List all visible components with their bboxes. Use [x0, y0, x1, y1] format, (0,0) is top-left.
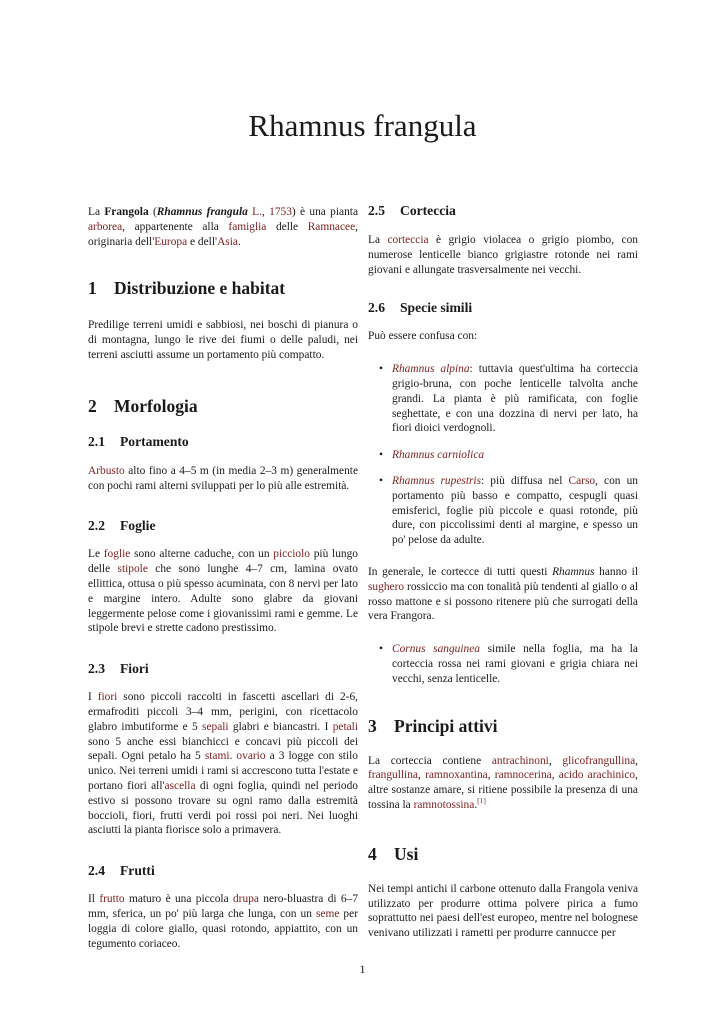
- section-title: Distribuzione e habitat: [114, 278, 286, 299]
- section-heading: [368, 843, 638, 865]
- text: alto fino a 4–5 m (in media 2–3 m) generalmente con pochi rami alterni sviluppati per lo più alle estremità.: [88, 464, 358, 492]
- subsection-number: 2.1: [88, 433, 105, 449]
- text: ,: [548, 754, 563, 767]
- link-sepali[interactable]: sepali: [202, 720, 229, 733]
- subsection-heading: [88, 433, 358, 451]
- link-ramnotossina[interactable]: ramnotossina: [413, 798, 475, 811]
- text: I: [88, 691, 98, 704]
- link-glicofrangullina[interactable]: glicofrangullina: [562, 754, 636, 767]
- link-foglie[interactable]: foglie: [103, 548, 131, 561]
- bullet-icon: •: [379, 449, 383, 462]
- text: maturo è una piccola: [124, 893, 233, 906]
- text: è grigio violacea o grigio piombo, con numerose lenticelle bianco grigiastre rotonde nei rami giovani e allungate trasversalmente nei vecchi.: [368, 234, 638, 276]
- link-famiglia[interactable]: famiglia: [228, 220, 267, 233]
- text: Le: [88, 548, 104, 561]
- link-linnaeus[interactable]: L.: [252, 206, 262, 218]
- link-seme[interactable]: seme: [315, 907, 340, 920]
- article-title: Rhamnus frangula: [248, 108, 477, 143]
- text: sono piccoli raccolti in fascetti ascellari di 2-6, ermafroditi piccoli 3–4 mm, perigini, con ricettacolo glabro imbutiforme e 5: [88, 691, 358, 733]
- text: per loggia di colore giallo, quasi rotondo, appiattito, con un tegumento coriaceo.: [88, 907, 358, 950]
- bullet-icon: •: [379, 474, 383, 487]
- specie-intro-paragraph: Può essere confusa con:: [368, 330, 478, 343]
- text: , appartenente alla: [122, 220, 229, 233]
- bullet-icon: •: [379, 643, 383, 656]
- link-1753[interactable]: 1753: [269, 206, 292, 218]
- link-ovario[interactable]: ovario: [236, 750, 266, 763]
- text: ,: [635, 754, 638, 767]
- text: La: [368, 234, 388, 246]
- link-drupa[interactable]: drupa: [232, 893, 259, 906]
- text: (: [148, 206, 157, 218]
- link-frutto[interactable]: frutto: [99, 893, 125, 906]
- bullet-icon: •: [379, 363, 383, 376]
- section-heading: [88, 395, 358, 417]
- subsection-heading: [88, 862, 358, 880]
- link-carso[interactable]: Carso: [568, 474, 596, 487]
- text: .: [474, 798, 478, 811]
- distribution-paragraph: Predilige terreni umidi e sabbiosi, nei boschi di pianura o di montagna, lungo le rive dei fiumi o delle paludi, nei terreni asciutti assume un portamento più compatto.: [88, 319, 358, 361]
- subsection-title: Frutti: [120, 863, 155, 879]
- text: , originaria dell': [88, 220, 358, 248]
- subsection-number: 2.2: [88, 518, 105, 534]
- link-cornus-sanguinea[interactable]: Cornus sanguinea: [392, 643, 480, 656]
- cortecce-paragraph: [368, 565, 638, 624]
- text: La corteccia contiene: [368, 754, 492, 767]
- subsection-number: 2.5: [368, 203, 385, 218]
- text: ,: [261, 206, 270, 218]
- link-picciolo[interactable]: picciolo: [273, 548, 310, 561]
- link-corteccia[interactable]: corteccia: [387, 234, 429, 246]
- subsection-title: Portamento: [120, 433, 189, 449]
- text: La: [88, 206, 105, 218]
- fiori-paragraph: [88, 690, 358, 838]
- frutti-paragraph: [88, 892, 358, 951]
- subsection-heading: [368, 299, 638, 317]
- subsection-title: Corteccia: [400, 203, 456, 218]
- text: simile nella foglia, ma ha la corteccia rossa nei rami giovani e grigia chiara nei vecchi, senza lenticelle.: [392, 643, 638, 685]
- subsection-heading: [88, 517, 358, 535]
- subsection-heading: [88, 660, 358, 678]
- section-title: Usi: [394, 843, 419, 864]
- text: delle: [266, 220, 308, 233]
- text: rossiccio ma con tonalità più tendenti al giallo o al rosso mattone e si possono ritenere più che surrogati della vera Frangora.: [368, 580, 638, 623]
- section-heading: [368, 715, 638, 737]
- list-item: [368, 474, 638, 548]
- text: : tuttavia quest'ultima ha corteccia grigio-bruna, con poche lenticelle talvolta anche grandi. La pianta è più ramificata, con foglie seghettate, e con una dozzina di nervi per lato, ha fiori dioici verdognoli.: [392, 363, 638, 435]
- text: Il: [88, 893, 100, 906]
- link-fiori[interactable]: fiori: [97, 691, 118, 704]
- principi-paragraph: [368, 754, 638, 813]
- link-rhamnus-rupestris[interactable]: Rhamnus rupestris: [392, 474, 482, 487]
- text: ,: [487, 769, 495, 782]
- intro-paragraph: [88, 205, 358, 249]
- text: hanno il: [594, 565, 638, 578]
- text: , altre sostanze amare, si ritiene possibile la presenza di una tossina la: [368, 769, 638, 811]
- link-ramnocerina[interactable]: ramnocerina: [494, 769, 552, 782]
- link-petali[interactable]: petali: [332, 720, 358, 733]
- corteccia-paragraph: [368, 233, 638, 277]
- list-item: [368, 642, 638, 686]
- text: nero-bluastra di 6–7 mm, sferica, un po' più larga che lunga, con un: [88, 893, 358, 920]
- subsection-heading: [368, 202, 638, 220]
- link-frangullina[interactable]: frangullina: [368, 769, 418, 782]
- subsection-title: Specie simili: [400, 300, 473, 316]
- text: : più diffusa nel: [481, 474, 569, 487]
- subsection-number: 2.3: [88, 661, 105, 677]
- link-rhamnus-alpina[interactable]: Rhamnus alpina: [392, 363, 470, 376]
- section-title: Principi attivi: [394, 715, 498, 736]
- section-title: Morfologia: [114, 395, 198, 416]
- bold-term: Frangola: [104, 206, 149, 218]
- subsection-title: Fiori: [120, 661, 149, 677]
- text: ,: [551, 769, 559, 782]
- link-stami[interactable]: stami: [204, 750, 230, 763]
- italic-term: Rhamnus: [552, 565, 595, 578]
- subsection-number: 2.4: [88, 863, 105, 879]
- section-number: 1: [88, 278, 97, 299]
- left-column: [88, 200, 358, 951]
- text: In generale, le cortecce di tutti questi: [368, 565, 553, 578]
- foglie-paragraph: [88, 547, 358, 636]
- link-europa[interactable]: Europa: [154, 235, 188, 248]
- similar-species-list: [368, 362, 638, 548]
- link-antrachinoni[interactable]: antrachinoni: [491, 754, 549, 767]
- text: .: [237, 235, 241, 248]
- link-ramnoxantina[interactable]: ramnoxantina: [425, 769, 488, 782]
- similar-species-list-2: [368, 642, 638, 686]
- text: e dell': [187, 235, 218, 248]
- text: di ogni foglia, quindi nel periodo estivo si possono trovare su ogni ramo dalla estremità boccioli, fiori, frutti verdi poi rossi poi neri. Nei luoghi asciutti la pianta fiorisce solo a primavera.: [88, 779, 358, 837]
- text: glabri e biancastri. I: [228, 720, 333, 733]
- footnote-reference[interactable]: [1]: [477, 796, 486, 806]
- text: più lungo delle: [88, 548, 358, 576]
- text: ) è una pianta: [291, 206, 358, 218]
- right-column: [368, 200, 638, 941]
- page-number: 1: [359, 962, 366, 976]
- link-rhamnus-carniolica[interactable]: Rhamnus carniolica: [392, 449, 485, 462]
- link-ascella[interactable]: ascella: [164, 779, 196, 792]
- section-number: 2: [88, 395, 97, 416]
- usi-paragraph: Nei tempi antichi il carbone ottenuto dalla Frangola veniva utilizzato per produrre ottima polvere pirica a fumo soprattutto nei paesi dell'est europeo, mentre nel bolognese venivano utilizzati i rametti per produrre cannucce per: [368, 882, 638, 940]
- section-number: 4: [368, 843, 377, 864]
- text: a 3 logge con stilo unico. Nei terreni umidi i rami si accrescono tutta l'estate e portano fiori all': [88, 750, 358, 792]
- portamento-paragraph: [88, 464, 358, 494]
- list-item: [368, 362, 638, 436]
- text: .: [229, 750, 237, 763]
- link-ramnacee[interactable]: Ramnacee: [307, 220, 356, 233]
- link-arborea[interactable]: arborea: [88, 220, 123, 233]
- link-sughero[interactable]: sughero: [368, 580, 405, 593]
- text: ,: [417, 769, 426, 782]
- link-arbusto[interactable]: Arbusto: [88, 464, 125, 477]
- text: sono alterne caduche, con un: [130, 548, 274, 561]
- text: che sono lunghe 4–7 cm, lamina ovato ellittica, ottusa o più spesso acuminata, con 8 nervi per lato e margine intero. Adulte sono glabre da giovani leggermente pelose come i giovanissimi rami e gemme. Le stipole brevi e strette cadono prestissimo.: [88, 563, 358, 635]
- link-asia[interactable]: Asia: [217, 235, 238, 248]
- section-number: 3: [368, 715, 377, 736]
- list-item: [368, 448, 638, 463]
- subsection-title: Foglie: [120, 518, 156, 534]
- link-acido-arachinico[interactable]: acido arachinico: [558, 769, 636, 782]
- text: sono 5 anche essi bianchicci e concavi più piccoli dei sepali. Ogni petalo ha 5: [88, 735, 358, 763]
- scientific-name: Rhamnus frangula: [156, 206, 248, 218]
- text: , con un portamento più basso e compatto, cespugli quasi emisferici, foglie più piccole e quasi rotonde, più dure, con piccolissimi denti al margine, e spesso un po' pelose da adulte.: [392, 474, 638, 547]
- subsection-number: 2.6: [368, 300, 385, 316]
- section-heading: [88, 277, 358, 299]
- link-stipole[interactable]: stipole: [117, 563, 148, 576]
